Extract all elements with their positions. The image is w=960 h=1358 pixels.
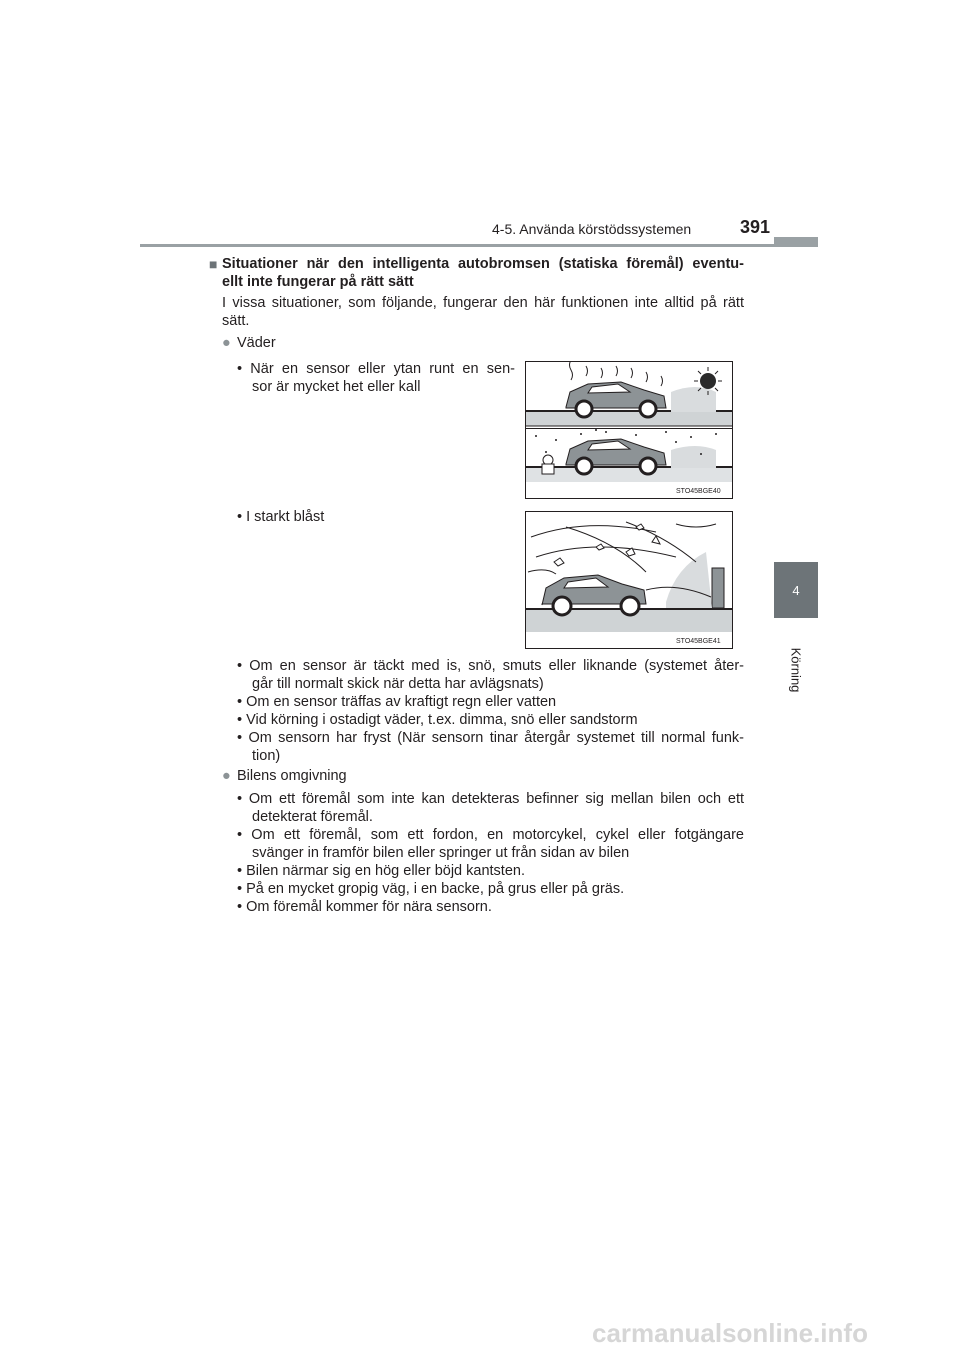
list-item-cont: detekterat föremål. [252, 809, 373, 825]
intro-line1: I vissa situationer, som följande, fungerar den här funktionen inte alltid på rätt [222, 295, 744, 311]
weather-item2: • I starkt blåst [237, 509, 325, 525]
weather-heading: Väder [237, 335, 276, 351]
intro-line2: sätt. [222, 313, 250, 329]
section-title-line1: Situationer när den intelligenta autobromsen (statiska föremål) eventu- [222, 256, 744, 272]
section-title-line2: ellt inte fungerar på rätt sätt [222, 274, 414, 290]
surroundings-heading: Bilens omgivning [237, 768, 347, 784]
section-marker: ■ [209, 256, 218, 272]
list-item: • Om en sensor träffas av kraftigt regn eller vatten [237, 694, 557, 710]
figure-hot-cold [525, 361, 733, 499]
list-item: • Vid körning i ostadigt väder, t.ex. dimma, snö eller sandstorm [237, 712, 638, 728]
weather-item1-line2: sor är mycket het eller kall [252, 379, 421, 395]
list-item: • Bilen närmar sig en hög eller böjd kantsten. [237, 863, 525, 879]
weather-marker: ● [222, 335, 231, 351]
page-number: 391 [740, 217, 771, 237]
list-item: • Om en sensor är täckt med is, snö, smuts eller liknande (systemet åter- [237, 658, 744, 674]
wind-illustration [526, 512, 732, 648]
side-rule [774, 237, 818, 244]
list-item: • På en mycket gropig väg, i en backe, på grus eller på gräs. [237, 881, 625, 897]
list-item: • Om föremål kommer för nära sensorn. [237, 899, 492, 915]
header-rule [140, 244, 818, 247]
header-section-title: 4-5. Använda körstödssystemen [492, 221, 692, 237]
figure1-code: STO45BGE40 [676, 488, 721, 495]
figure2-code: STO45BGE41 [676, 638, 721, 645]
surroundings-list [237, 790, 744, 916]
chapter-number: 4 [792, 582, 800, 598]
chapter-label: Körning [788, 647, 804, 693]
weather-list [237, 657, 744, 765]
list-item-cont: går till normalt skick när detta har avlägsnats) [252, 676, 544, 692]
weather-item1-line1: • När en sensor eller ytan runt en sen- [237, 361, 515, 377]
list-item-cont: svänger in framför bilen eller springer ut från sidan av bilen [252, 845, 630, 861]
list-item: • Om ett föremål som inte kan detekteras befinner sig mellan bilen och ett [237, 791, 744, 807]
surroundings-marker: ● [222, 768, 231, 784]
figure-strong-wind [525, 511, 733, 649]
list-item: • Om sensorn har fryst (När sensorn tinar återgår systemet till normal funk- [237, 730, 744, 746]
list-item-cont: tion) [252, 748, 281, 764]
hot-cold-illustration [526, 362, 732, 498]
chapter-tab[interactable] [774, 562, 818, 618]
watermark: carmanualsonline.info [592, 1318, 868, 1348]
list-item: • Om ett föremål, som ett fordon, en motorcykel, cykel eller fotgängare [237, 827, 744, 843]
